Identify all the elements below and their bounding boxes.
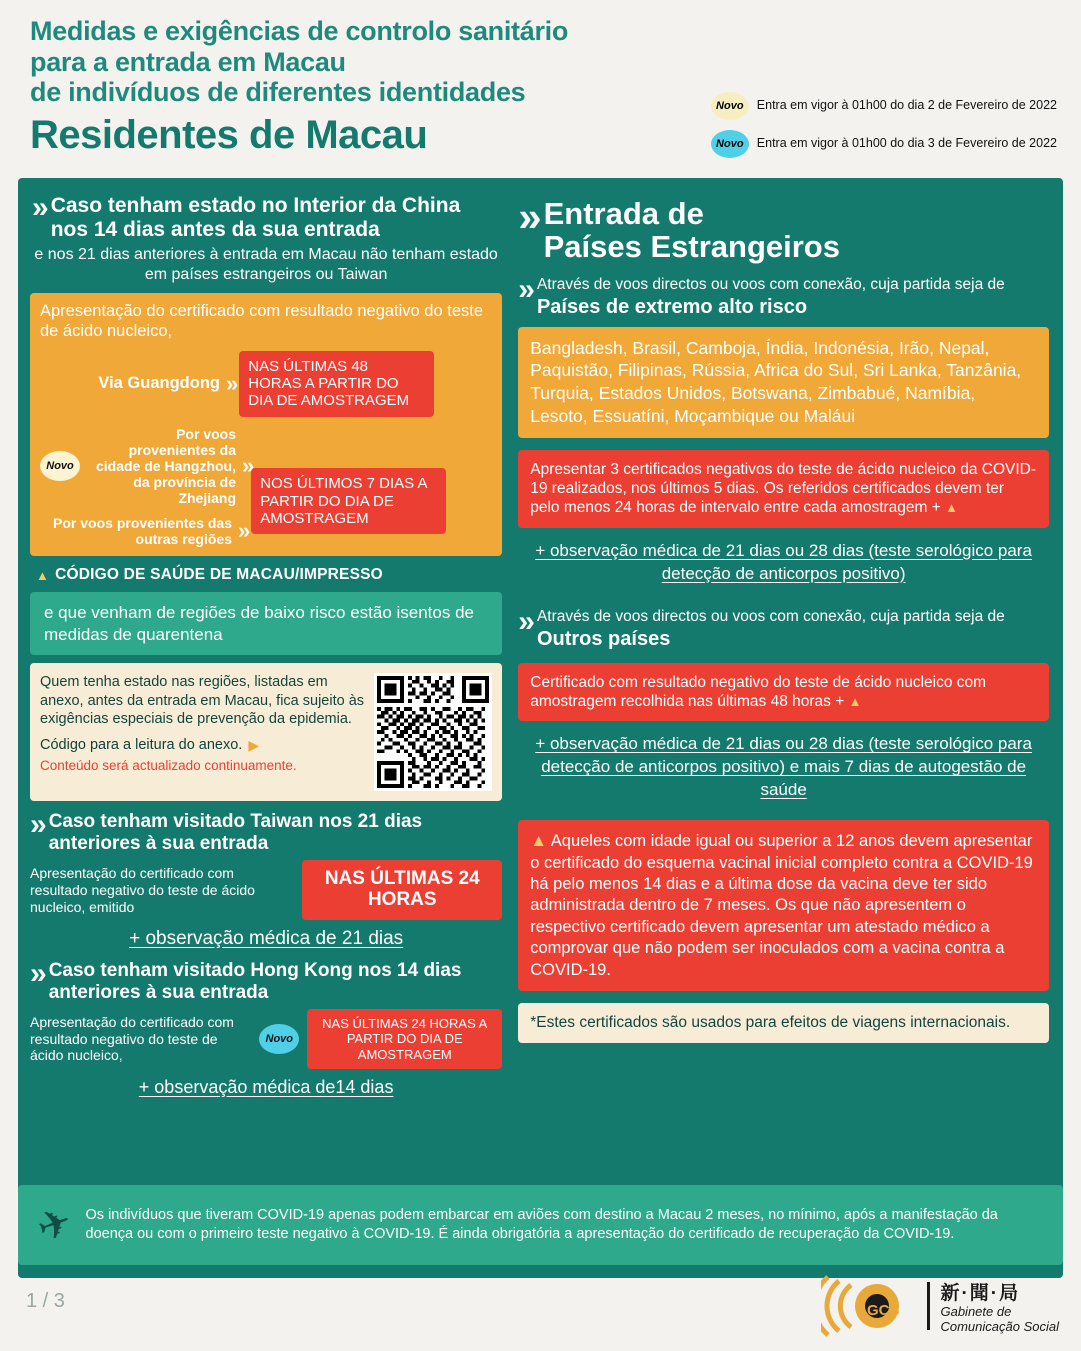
footer-note-text: Os indivíduos que tiveram COVID-19 apenas podem embarcar em aviões com destino a Macau 2 meses, no mínimo, após a manifestação da doença ou com o primeiro teste negativo à COVID-19. É ainda obrigatória a apresentação do certificado de recuperação da COVID-19. (85, 1207, 998, 1242)
foreign-title-line-1: Entrada de (543, 196, 704, 231)
logo-text-cn: 新·聞·局 (940, 1282, 1021, 1304)
hongkong-observation: + observação médica de14 dias (138, 1076, 394, 1097)
section-taiwan-title: Caso tenham visitado Taiwan nos 21 dias anteriores à sua entrada (48, 810, 423, 854)
observation-21-28-days: + observação médica de 21 dias ou 28 dias (teste serológico para detecção de anticorpos positivo) (535, 540, 1032, 583)
novo-note-1-text: Entra em vigor à 01h00 do dia 2 de Fevereiro de 2022 (756, 98, 1057, 113)
section-taiwan-header (30, 807, 502, 854)
panel-annex (30, 663, 502, 801)
footer-note (18, 1185, 1063, 1265)
extreme-risk-lead: Através de voos directos ou voos com conexão, cuja partida seja de (536, 275, 1005, 293)
header-line-3: de indivíduos de diferentes identidades (30, 77, 526, 107)
logo-text-pt-1: Gabinete de (940, 1303, 1012, 1319)
taiwan-requirement-text: Apresentação do certificado com resultado negativo do teste de ácido nucleico, emitido (30, 864, 255, 915)
red-panel-48h-certificate (518, 663, 1049, 722)
section-mainland-header (28, 188, 504, 241)
chevron-right-icon: » (518, 193, 536, 240)
main-content (18, 178, 1063, 1278)
row-other-regions (40, 475, 492, 548)
novo-notes (711, 92, 1057, 158)
row-guangdong (40, 351, 492, 417)
novo-badge-icon: Novo (711, 92, 749, 120)
section-hongkong-header (30, 957, 502, 1003)
triangle-up-icon: ▲ (945, 500, 958, 516)
hongkong-requirement-text: Apresentação do certificado com resultado negativo do teste de ácido nucleico, (30, 1013, 234, 1064)
red-panel-three-certificates (518, 450, 1049, 528)
section-foreign-header (514, 188, 1053, 264)
annex-text: Quem tenha estado nas regiões, listadas em anexo, antes da entrada em Macau, fica sujeito às exigências especiais de prevenção da epidemia. (40, 673, 365, 728)
section-mainland-subtitle: e nos 21 dias anteriores à entrada em Macau não tenham estado em países estrangeiros ou Taiwan (34, 246, 498, 284)
novo-note-1 (711, 92, 1057, 120)
panel-low-risk-exempt: e que venham de regiões de baixo risco estão isentos de medidas de quarentena (30, 592, 502, 655)
annex-code-label: Código para a leitura do anexo. (40, 737, 243, 754)
page-title: Residentes de Macau (30, 112, 428, 157)
hongkong-badge: NAS ÚLTIMAS 24 HORAS A PARTIR DO DIA DE AMOSTRAGEM (307, 1009, 502, 1068)
header-line-1: Medidas e exigências de controlo sanitário (30, 16, 569, 46)
row-guangdong-value: NAS ÚLTIMAS 48 HORAS A PARTIR DO DIA DE AMOSTRAGEM (239, 351, 434, 417)
logo-text-pt-2: Comunicação Social (940, 1318, 1059, 1334)
airplane-icon: ✈ (31, 1198, 79, 1252)
health-code-line (36, 566, 500, 584)
gcs-logo-mark-icon (821, 1275, 917, 1337)
novo-note-2-text: Entra em vigor à 01h00 do dia 3 de Fevereiro de 2022 (756, 136, 1057, 151)
svg-text:GCS: GCS (867, 1302, 900, 1319)
red-panel-vaccination (518, 820, 1049, 991)
red-panel-48h-text: Certificado com resultado negativo do teste de ácido nucleico com amostragem recolhida nas últimas 48 horas + (530, 673, 987, 710)
left-column (28, 188, 504, 1268)
row-guangdong-label: Via Guangdong (98, 374, 220, 393)
novo-badge-icon: Novo (711, 130, 749, 158)
annex-text-block (40, 673, 364, 791)
chevron-right-icon: » (518, 604, 529, 638)
chevron-right-icon: » (238, 518, 246, 544)
qr-code-image[interactable] (374, 673, 492, 791)
country-list: Bangladesh, Brasil, Camboja, Índia, Indonésia, Irão, Nepal, Paquistão, Filipinas, Rússia, Africa do Sul, Sri Lanka, Tanzânia, Turquia, Estados Unidos, Botswana, Zimbabué, Namíbia, Lesoto, Essuatíni, Moçambique ou Maláui (518, 327, 1049, 438)
other-countries-text-block (537, 608, 1005, 651)
extreme-risk-header (518, 272, 1047, 319)
hongkong-requirement-row (30, 1009, 502, 1068)
gcs-logo (821, 1275, 1059, 1337)
annex-code-line (40, 737, 364, 754)
section-hongkong-title: Caso tenham visitado Hong Kong nos 14 dias anteriores à sua entrada (48, 960, 462, 1003)
other-countries-lead: Através de voos directos ou voos com conexão, cuja partida seja de (536, 607, 1005, 625)
panel-nucleic-lead: Apresentação do certificado com resultado negativo do teste de ácido nucleico, (40, 302, 484, 340)
section-foreign-title (544, 198, 840, 264)
triangle-up-icon: ▲ (530, 831, 548, 851)
panel-nucleic-test (30, 293, 502, 556)
play-triangle-icon: ▶ (248, 736, 260, 753)
extreme-risk-bold: Países de extremo alto risco (536, 295, 808, 318)
triangle-up-icon: ▲ (848, 693, 862, 709)
chevron-right-icon: » (226, 370, 234, 396)
triangle-up-icon: ▲ (36, 567, 50, 583)
extreme-risk-text-block (537, 276, 1005, 319)
header-line-2: para a entrada em Macau (30, 46, 346, 77)
section-mainland-title: Caso tenham estado no Interior da China nos 14 dias antes da sua entrada (50, 194, 461, 241)
health-code-text: CÓDIGO DE SAÚDE DE MACAU/IMPRESSO (55, 566, 383, 584)
row-other-regions-value: NOS ÚLTIMOS 7 DIAS A PARTIR DO DIA DE AMOSTRAGEM (251, 468, 446, 534)
chevron-right-icon: » (32, 191, 43, 224)
red-panel-three-certificates-text: Apresentar 3 certificados negativos do teste de ácido nucleico da COVID-19 realizados, nos últimos 5 dias. Os referidos certificados devem ter pelo menos 24 horas de intervalo entre cada amostragem + (530, 460, 1036, 517)
observation-21-28-days-plus-7: + observação médica de 21 dias ou 28 dias (teste serológico para detecção de anticorpos positivo) e mais 7 dias de autogestão de saúde (535, 734, 1032, 800)
annex-note: Conteúdo será actualizado continuamente. (40, 757, 297, 773)
other-countries-bold: Outros países (536, 627, 671, 650)
novo-badge-icon: Novo (40, 451, 80, 481)
cream-note-international: *Estes certificados são usados para efeitos de viagens internacionais. (518, 1003, 1049, 1043)
red-panel-vaccination-text: Aqueles com idade igual ou superior a 12 anos devem apresentar o certificado do esquema vacinal inicial completo contra a COVID-19 há pelo menos 14 dias e a última dose da vacina deve ter sido administrada dentro de 7 meses. Os que não apresentem o respectivo certificado devem apresentar um atestado médico a comprovar que não podem ser inoculados com a vacina contra a COVID-19. (530, 832, 1033, 979)
page-number: 1 / 3 (26, 1290, 65, 1312)
right-column (514, 188, 1053, 1268)
chevron-right-icon: » (242, 453, 250, 479)
chevron-right-icon: » (30, 957, 41, 991)
row-other-regions-label: Por voos provenientes das outras regiões (53, 515, 232, 548)
logo-divider (927, 1282, 930, 1330)
novo-badge-icon: Novo (259, 1024, 299, 1054)
chevron-right-icon: » (30, 807, 41, 841)
taiwan-requirement-row (30, 860, 502, 920)
other-countries-header (518, 604, 1047, 651)
chevron-right-icon: » (518, 272, 529, 306)
taiwan-observation: + observação médica de 21 dias (129, 928, 404, 950)
row-hangzhou-label: Por voos provenientes da cidade de Hangzhou, da província de Zhejiang (95, 425, 236, 507)
taiwan-badge: NAS ÚLTIMAS 24 HORAS (302, 860, 502, 920)
foreign-title-line-2: Países Estrangeiros (543, 228, 840, 264)
novo-note-2 (711, 130, 1057, 158)
logo-text (940, 1278, 1059, 1335)
